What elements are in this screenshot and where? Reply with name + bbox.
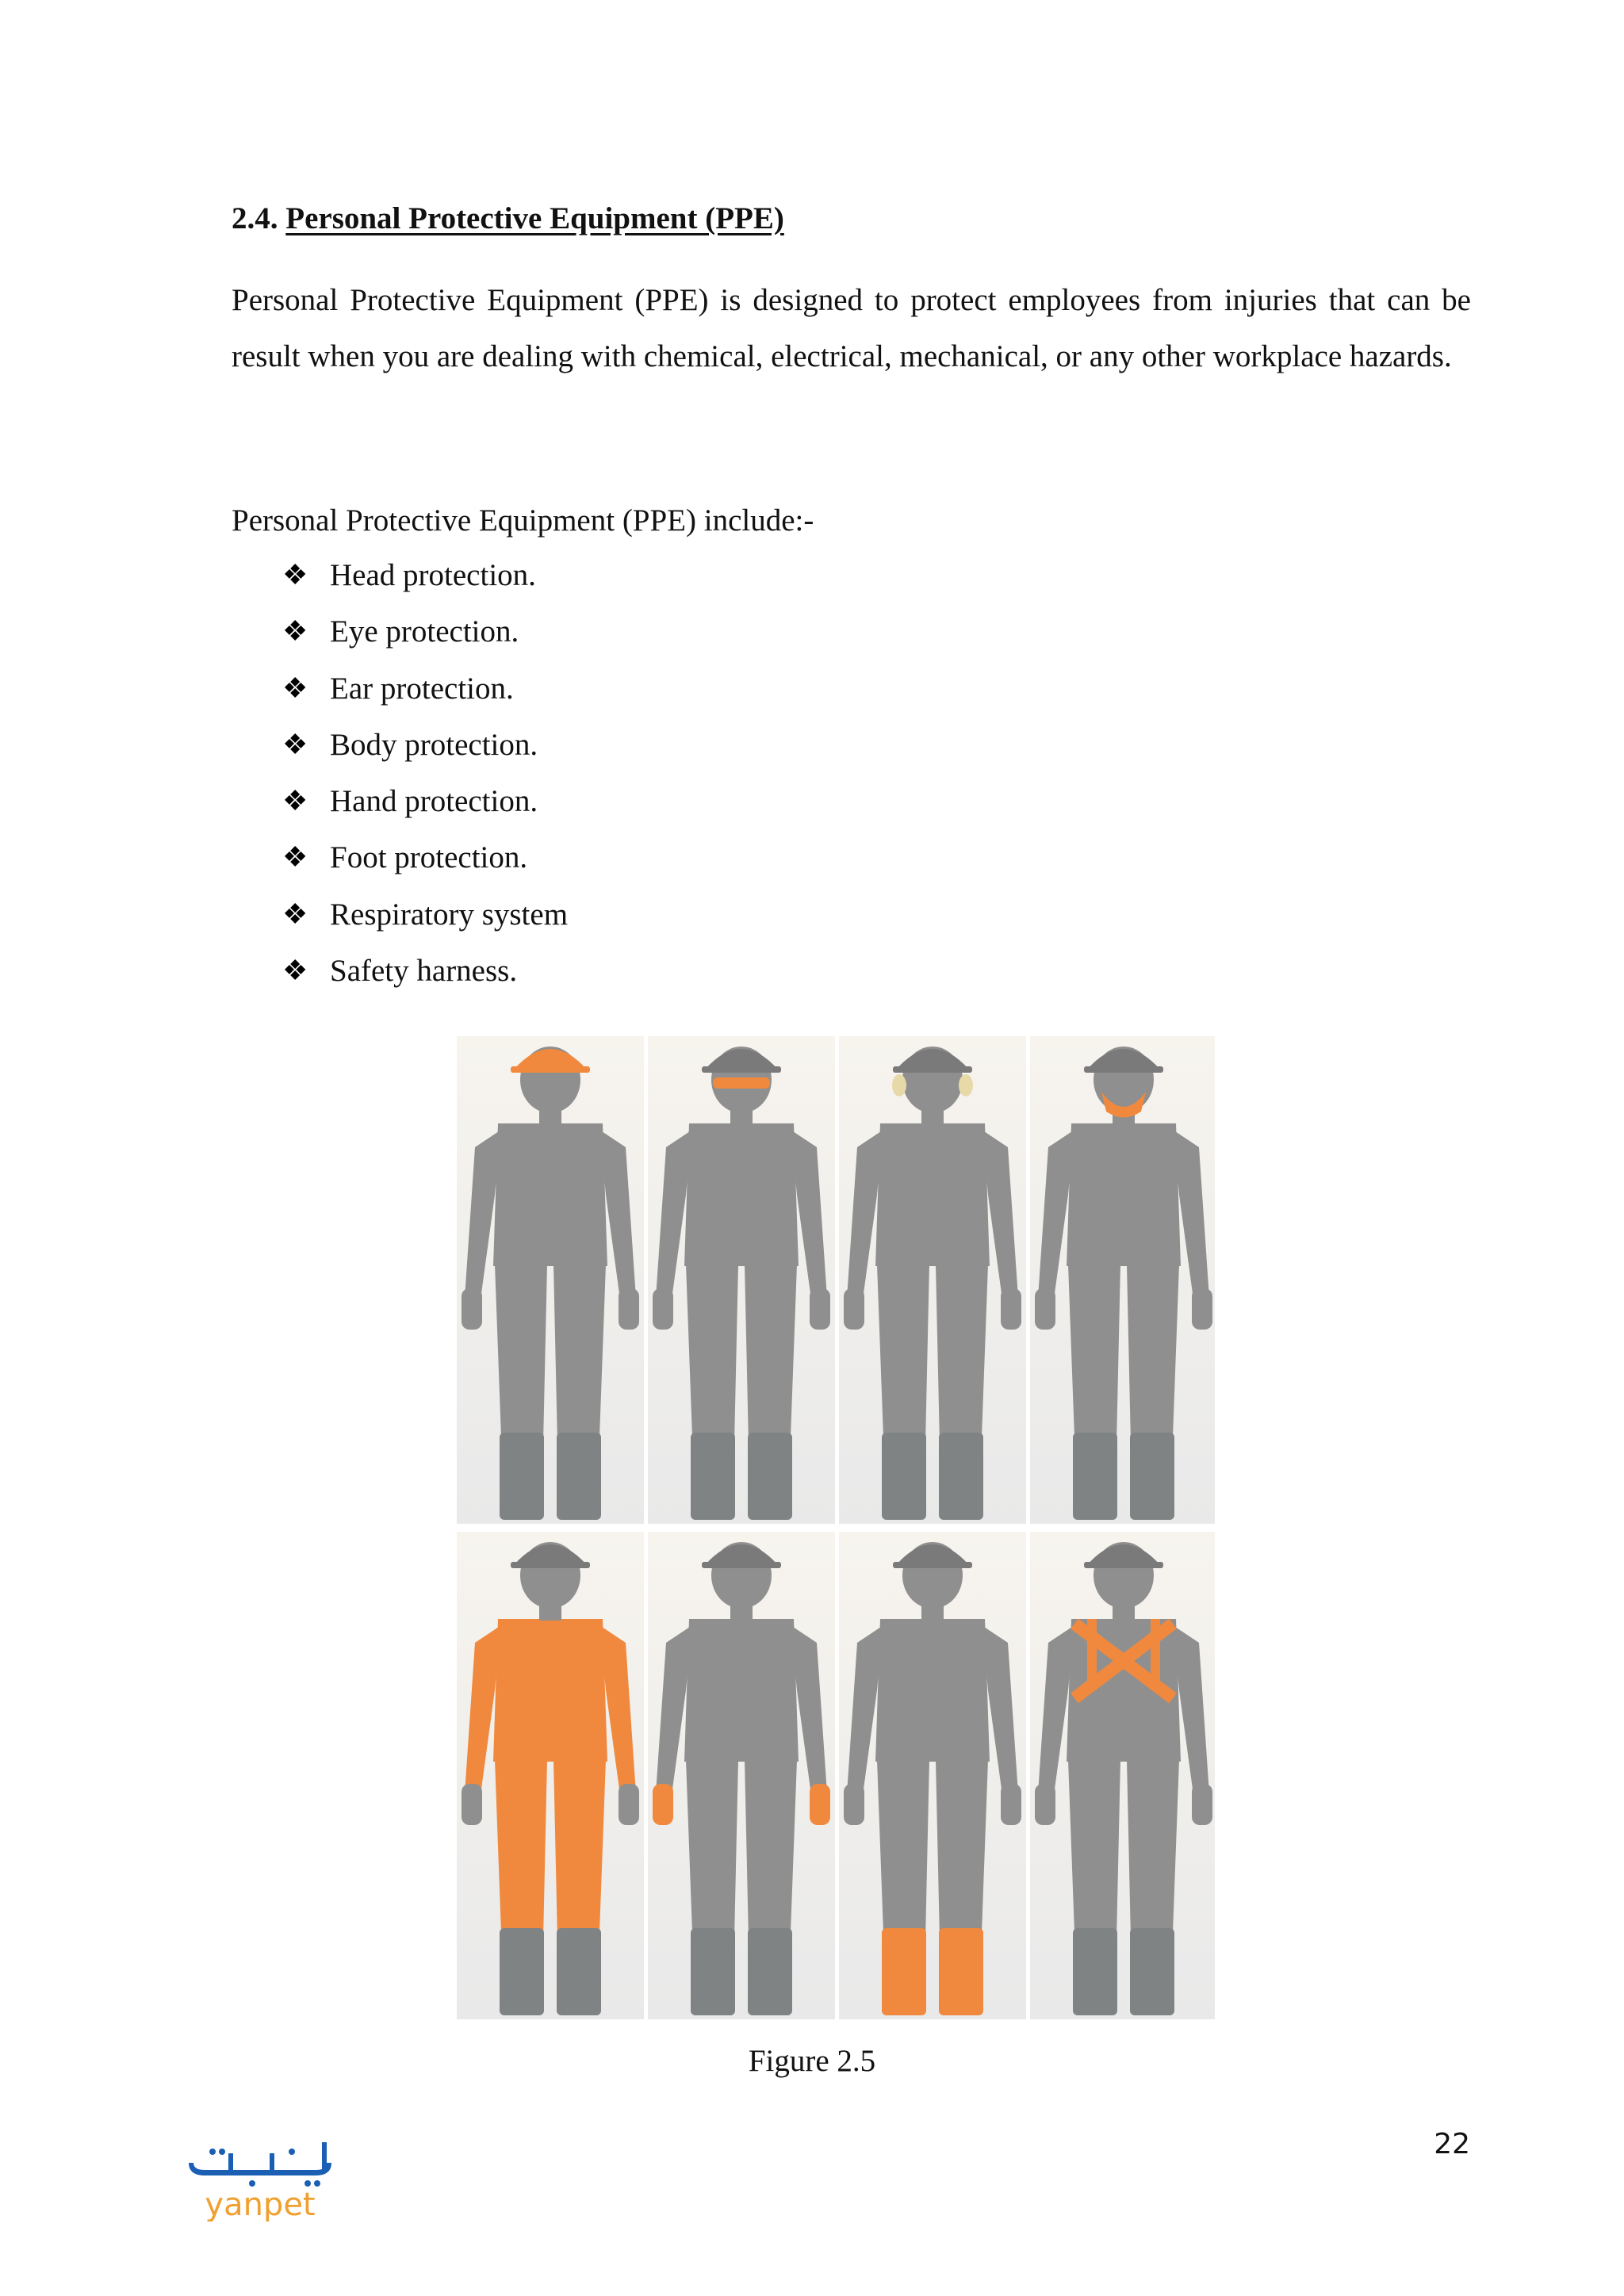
list-item: [282, 829, 568, 886]
list-item-text: Eye protection.: [330, 614, 519, 649]
list-item-text: Ear protection.: [330, 671, 514, 706]
ppe-figure: [454, 1035, 1215, 2022]
list-item: [282, 717, 568, 773]
ear-protection-figure: [839, 1036, 1026, 1524]
figure-caption: Figure 2.5: [748, 2044, 876, 2078]
bullet-icon: ❖: [282, 728, 308, 760]
respiratory-protection-figure: [1030, 1036, 1215, 1524]
ppe-list: [282, 547, 568, 999]
eye-protection-figure: [648, 1036, 835, 1524]
yanpet-logo: [181, 2134, 339, 2221]
bullet-icon: ❖: [282, 615, 308, 648]
section-number: 2.4.: [232, 201, 278, 235]
list-item-text: Body protection.: [330, 727, 538, 762]
foot-protection-figure: [839, 1532, 1026, 2019]
section-title: Personal Protective Equipment (PPE): [285, 201, 784, 235]
logo-wordmark: yanpet: [205, 2187, 316, 2221]
list-intro: Personal Protective Equipment (PPE) include:-: [232, 503, 814, 538]
list-item-text: Head protection.: [330, 558, 536, 592]
list-item: [282, 547, 568, 603]
list-item-text: Safety harness.: [330, 954, 518, 989]
list-item: [282, 603, 568, 660]
list-item: [282, 886, 568, 943]
hand-protection-figure: [648, 1532, 835, 2019]
section-heading: [232, 195, 784, 243]
page-number: 22: [1434, 2128, 1470, 2160]
list-item: [282, 773, 568, 829]
bullet-icon: ❖: [282, 672, 308, 704]
list-item-text: Respiratory system: [330, 897, 569, 932]
body-protection-figure: [457, 1532, 644, 2019]
bullet-icon: ❖: [282, 559, 308, 591]
bullet-icon: ❖: [282, 841, 308, 874]
list-item-text: Hand protection.: [330, 784, 538, 819]
list-item: [282, 943, 568, 999]
head-protection-figure: [457, 1036, 644, 1524]
list-item-text: Foot protection.: [330, 840, 528, 875]
intro-paragraph: Personal Protective Equipment (PPE) is designed to protect employees from injuries that can be result when you are dealing with chemical, electrical, mechanical, or any other workplace hazards.: [232, 283, 1471, 373]
bullet-icon: ❖: [282, 785, 308, 817]
ppe-illustration: [454, 1035, 1215, 2022]
harness-protection-figure: [1030, 1532, 1215, 2019]
bullet-icon: ❖: [282, 955, 308, 987]
list-item: [282, 660, 568, 717]
bullet-icon: ❖: [282, 897, 308, 930]
